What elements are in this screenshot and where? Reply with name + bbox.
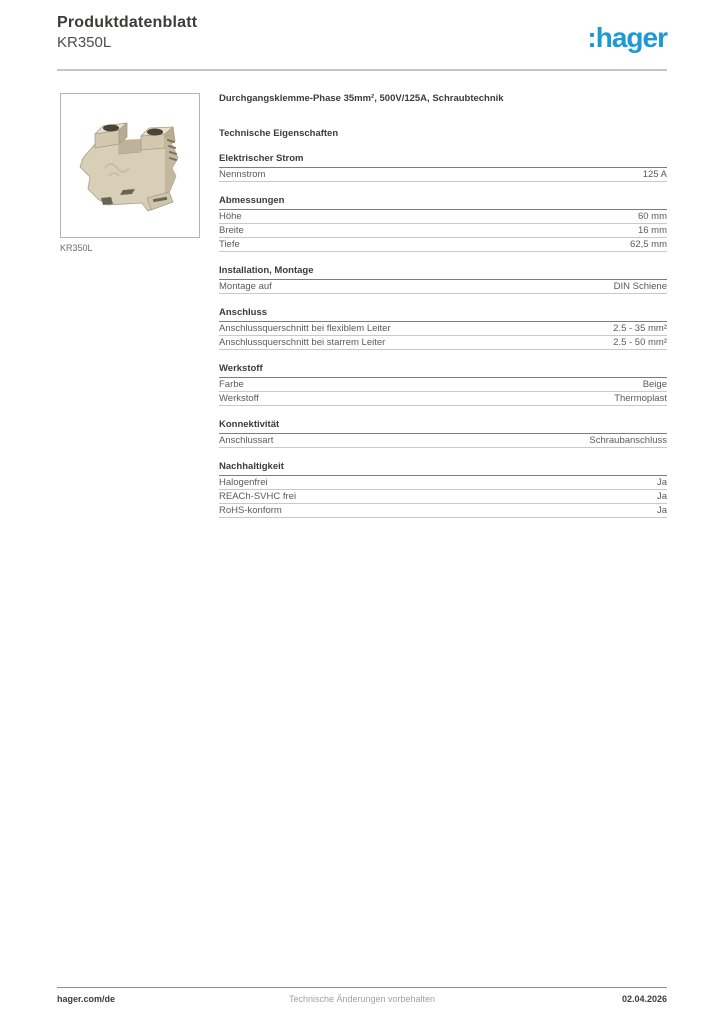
spec-row [219, 280, 667, 294]
spec-value: Ja [656, 477, 667, 488]
footer-divider [57, 987, 667, 988]
product-image-caption: KR350L [60, 243, 93, 253]
spec-row [219, 392, 667, 406]
terminal-block-illustration [61, 94, 199, 237]
spec-section-title: Elektrischer Strom [219, 153, 667, 168]
spec-label: Montage auf [219, 281, 272, 292]
spec-label: Anschlussart [219, 435, 274, 446]
spec-section-title: Installation, Montage [219, 265, 667, 280]
spec-row [219, 336, 667, 350]
spec-value: Thermoplast [614, 393, 667, 404]
spec-section [219, 419, 667, 448]
spec-section-rows [219, 476, 667, 518]
spec-section [219, 265, 667, 294]
spec-section [219, 461, 667, 518]
footer-date: 02.04.2026 [621, 994, 667, 1004]
spec-section-rows [219, 280, 667, 294]
spec-label: Tiefe [219, 239, 240, 250]
spec-section [219, 363, 667, 406]
spec-row [219, 224, 667, 238]
spec-value: Schraubanschluss [589, 435, 667, 446]
spec-value: 125 A [642, 169, 667, 180]
spec-label: Anschlussquerschnitt bei starrem Leiter [219, 337, 386, 348]
spec-section-title: Nachhaltigkeit [219, 461, 667, 476]
spec-label: Höhe [219, 211, 242, 222]
spec-row [219, 434, 667, 448]
hager-logo: :hager [587, 22, 667, 53]
spec-value: 62,5 mm [630, 239, 667, 250]
spec-value: DIN Schiene [613, 281, 667, 292]
spec-row [219, 378, 667, 392]
spec-label: Breite [219, 225, 244, 236]
header-divider [57, 69, 667, 71]
spec-row [219, 504, 667, 518]
spec-section-rows [219, 434, 667, 448]
spec-label: Werkstoff [219, 393, 259, 404]
spec-label: REACh-SVHC frei [219, 491, 297, 502]
spec-label: Anschlussquerschnitt bei flexiblem Leiter [219, 323, 391, 334]
spec-section-rows [219, 322, 667, 350]
spec-value: Ja [656, 505, 667, 516]
spec-value: 2.5 - 35 mm² [613, 323, 667, 334]
spec-section [219, 195, 667, 252]
product-description: Durchgangsklemme-Phase 35mm², 500V/125A, Schraubtechnik [219, 93, 504, 104]
product-image [60, 93, 200, 238]
spec-value: Beige [642, 379, 667, 390]
spec-row [219, 168, 667, 182]
footer-website-link[interactable]: hager.com/de [57, 994, 116, 1004]
spec-row [219, 476, 667, 490]
spec-row [219, 322, 667, 336]
spec-value: Ja [656, 491, 667, 502]
spec-section [219, 307, 667, 350]
spec-label: Nennstrom [219, 169, 266, 180]
spec-section-title: Abmessungen [219, 195, 667, 210]
spec-section-rows [219, 168, 667, 182]
spec-section-rows [219, 210, 667, 252]
spec-value: 16 mm [637, 225, 667, 236]
spec-row [219, 238, 667, 252]
spec-section-title: Konnektivität [219, 419, 667, 434]
spec-label: Halogenfrei [219, 477, 268, 488]
footer-disclaimer: Technische Änderungen vorbehalten [288, 994, 436, 1004]
spec-section-title: Werkstoff [219, 363, 667, 378]
spec-content [219, 93, 667, 531]
spec-row [219, 490, 667, 504]
spec-value: 60 mm [637, 211, 667, 222]
spec-section-title: Anschluss [219, 307, 667, 322]
spec-sections [219, 153, 667, 518]
spec-section [219, 153, 667, 182]
spec-section-rows [219, 378, 667, 406]
spec-value: 2.5 - 50 mm² [613, 337, 667, 348]
spec-label: Farbe [219, 379, 244, 390]
spec-row [219, 210, 667, 224]
document-title: Produktdatenblatt [57, 14, 198, 31]
product-code: KR350L [57, 34, 112, 51]
spec-label: RoHS-konform [219, 505, 282, 516]
specs-heading: Technische Eigenschaften [219, 128, 339, 139]
